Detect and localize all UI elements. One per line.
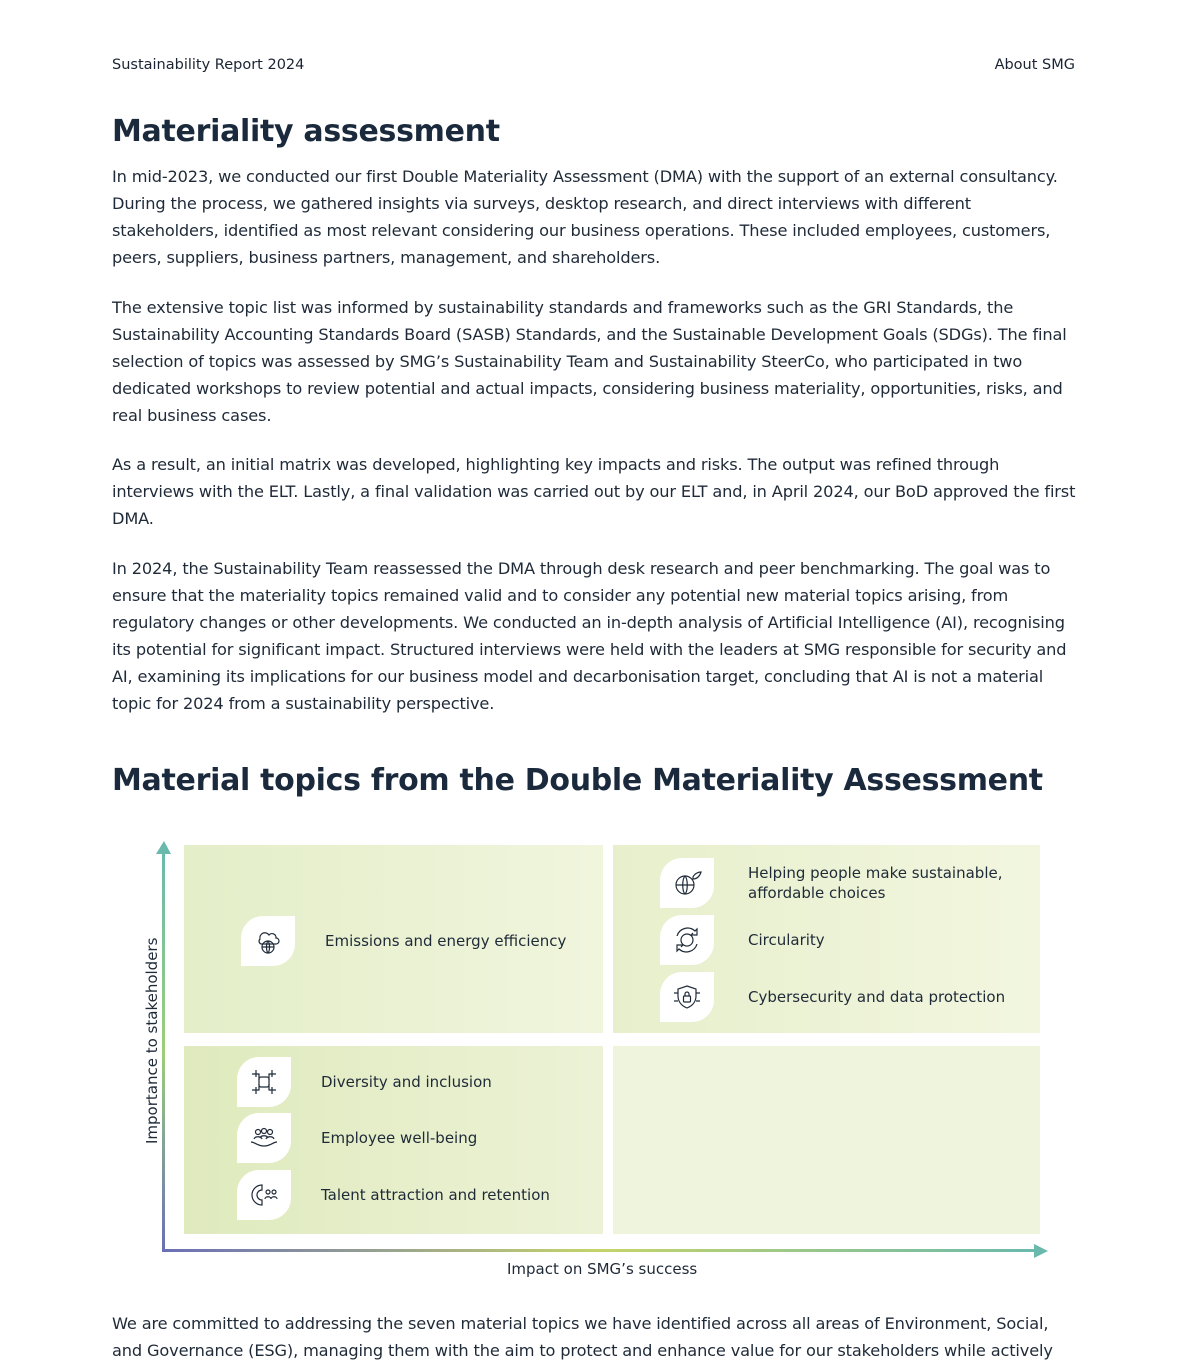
topic-sustainable-choices bbox=[660, 858, 1008, 908]
topic-label: Helping people make sustainable, affordable choices bbox=[748, 864, 1003, 902]
paragraph-4: In 2024, the Sustainability Team reassessed the DMA through desk research and peer benchmarking. The goal was to ensure that the materiality topics remained valid and to consider any potential new material topics arising, from regulatory changes or other developments. We conducted an in-depth analysis of Artificial Intelligence (AI), recognising its potential for significant impact. Structured interviews were held with the leaders at SMG responsible for security and AI, examining its implications for our business model and decarbonisation target, concluding that AI is not a material topic for 2024 from a sustainability perspective. bbox=[112, 559, 1067, 713]
quadrant-top-left bbox=[184, 845, 603, 1033]
report-title: Sustainability Report 2024 bbox=[112, 57, 305, 73]
quadrant-top-right bbox=[613, 845, 1040, 1033]
y-axis-title: Importance to stakeholders bbox=[143, 937, 161, 1144]
paragraph-3: As a result, an initial matrix was developed, highlighting key impacts and risks. The output was refined through interviews with the ELT. Lastly, a final validation was carried out by our ELT and, in April 2024, our BoD approved the first DMA. bbox=[112, 455, 1076, 528]
materiality-matrix bbox=[112, 830, 1072, 1290]
paragraph-2: The extensive topic list was informed by sustainability standards and frameworks such as the GRI Standards, the Sustainability Accounting Standards Board (SASB) Standards, and the Sustainable Development Goals (SDGs). The final selection of topics was assessed by SMG’s Sustainability Team and Sustainability SteerCo, who participated in two dedicated workshops to review potential and actual impacts, considering business materiality, opportunities, risks, and real business cases. bbox=[112, 298, 1067, 425]
paragraph-1: In mid-2023, we conducted our first Double Materiality Assessment (DMA) with the support of an external consultancy. During the process, we gathered insights via surveys, desktop research, and direct interviews with different stakeholders, identified as most relevant considering our business operations. These included employees, customers, peers, suppliers, business partners, management, and shareholders. bbox=[112, 167, 1058, 267]
topic-emissions bbox=[241, 916, 585, 966]
cloud-globe-icon bbox=[241, 916, 295, 966]
topic-label: Emissions and energy efficiency bbox=[325, 932, 567, 950]
globe-leaf-icon bbox=[660, 858, 714, 908]
joined-hands-icon bbox=[237, 1057, 291, 1107]
section-name: About SMG bbox=[994, 57, 1075, 73]
topic-label: Circularity bbox=[748, 931, 825, 949]
people-in-hand-icon bbox=[237, 1113, 291, 1163]
topic-diversity bbox=[237, 1057, 581, 1107]
page-title: Materiality assessment bbox=[112, 114, 500, 149]
topic-well-being bbox=[237, 1113, 581, 1163]
topic-label: Talent attraction and retention bbox=[321, 1186, 550, 1204]
recycle-globe-icon bbox=[660, 915, 714, 965]
topic-label: Employee well-being bbox=[321, 1129, 478, 1147]
quadrant-bottom-right bbox=[613, 1046, 1040, 1234]
y-axis-arrow bbox=[156, 841, 171, 854]
magnet-people-icon bbox=[237, 1170, 291, 1220]
x-axis-line bbox=[162, 1249, 1037, 1252]
closing-paragraph: We are committed to addressing the seven material topics we have identified across all areas of Environment, Social, and Governance (ESG), managing them with the aim to protect and enhance value for our stakeholders while actively bbox=[112, 1314, 1053, 1360]
quadrant-bottom-left bbox=[184, 1046, 603, 1234]
page-header bbox=[112, 57, 1075, 77]
y-axis-line bbox=[162, 852, 165, 1252]
topic-label: Cybersecurity and data protection bbox=[748, 988, 1006, 1006]
topic-circularity bbox=[660, 915, 1008, 965]
x-axis-arrow bbox=[1034, 1244, 1048, 1258]
x-axis-title: Impact on SMG’s success bbox=[507, 1260, 698, 1278]
topic-label: Diversity and inclusion bbox=[321, 1073, 492, 1091]
shield-lock-icon bbox=[660, 972, 714, 1022]
topic-talent bbox=[237, 1170, 581, 1220]
section-title: Material topics from the Double Materiality Assessment bbox=[112, 763, 1043, 798]
topic-cybersecurity bbox=[660, 972, 1008, 1022]
